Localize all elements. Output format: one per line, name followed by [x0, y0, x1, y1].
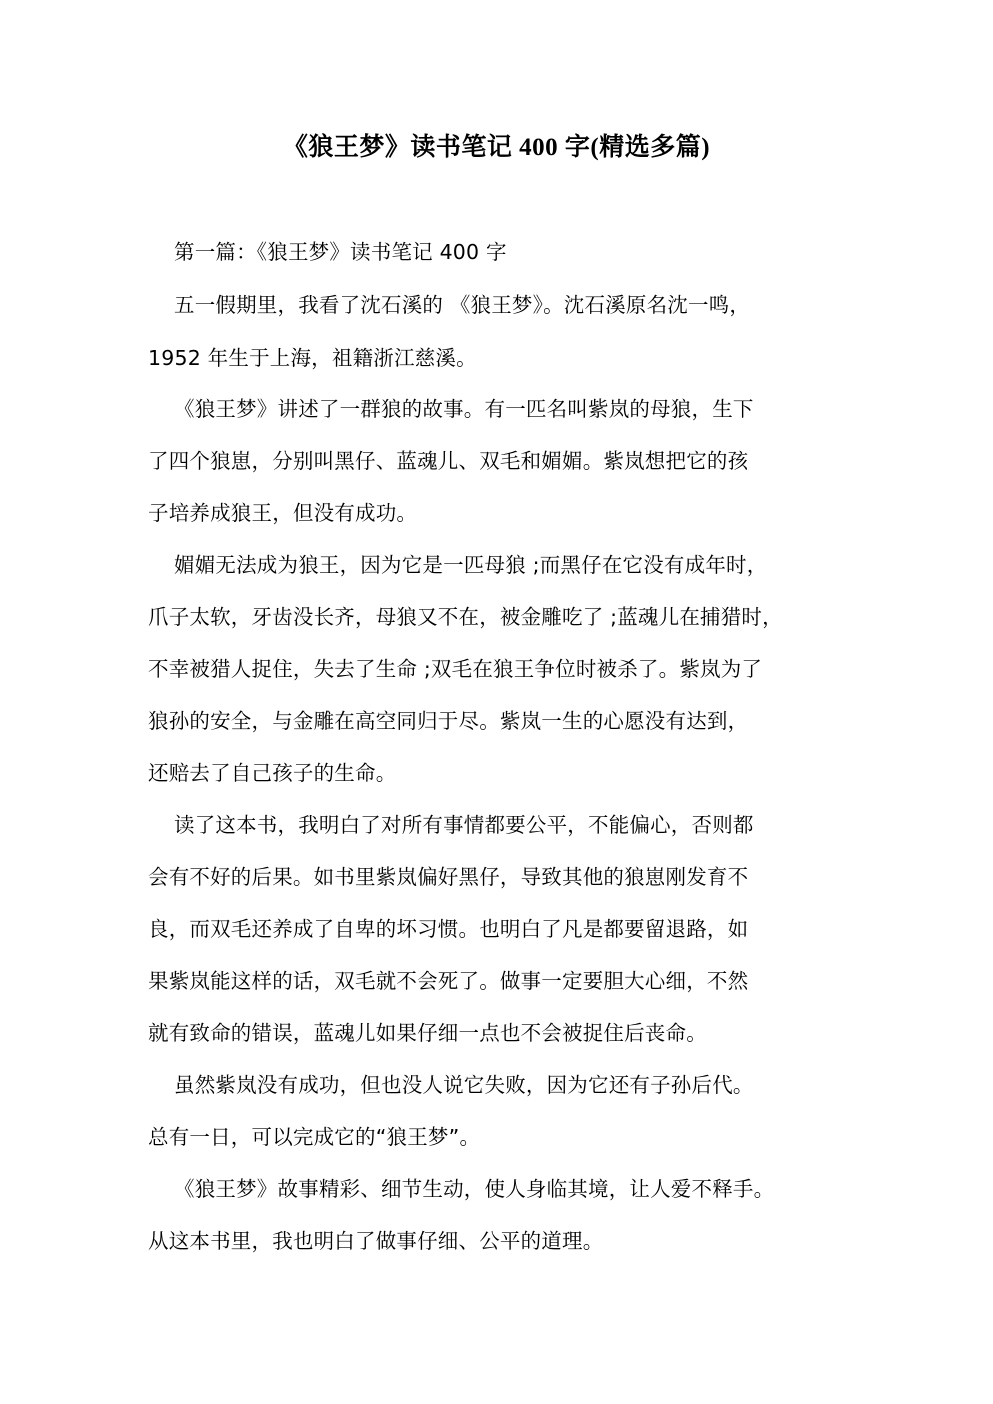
paragraph-line: 虽然紫岚没有成功，但也没人说它失败，因为它还有子孙后代。 [174, 1073, 754, 1097]
paragraph-line: 读了这本书，我明白了对所有事情都要公平，不能偏心，否则都 [174, 813, 754, 837]
paragraph-line: 《狼王梦》故事精彩、细节生动，使人身临其境，让人爱不释手。 [174, 1177, 775, 1201]
document-title: 《狼王梦》读书笔记 400 字(精选多篇) [282, 134, 711, 161]
paragraph-line: 子培养成狼王，但没有成功。 [148, 501, 418, 525]
paragraph-line: 媚媚无法成为狼王，因为它是一匹母狼 ;而黑仔在它没有成年时， [174, 553, 768, 577]
section-heading: 第一篇：《狼王梦》读书笔记 400 字 [174, 240, 507, 264]
paragraph-line: 总有一日，可以完成它的“狼王梦”。 [148, 1125, 481, 1149]
paragraph-line: 爪子太软，牙齿没长齐，母狼又不在，被金雕吃了 ;蓝魂儿在捕猎时， [148, 605, 783, 629]
paragraph-line: 了四个狼崽，分别叫黑仔、蓝魂儿、双毛和媚媚。紫岚想把它的孩 [148, 449, 749, 473]
paragraph-line: 还赔去了自己孩子的生命。 [148, 761, 397, 785]
paragraph-line: 不幸被猎人捉住，失去了生命 ;双毛在狼王争位时被杀了。紫岚为了 [148, 657, 763, 681]
paragraph-line: 狼孙的安全，与金雕在高空同归于尽。紫岚一生的心愿没有达到， [148, 709, 749, 733]
paragraph-line: 五一假期里，我看了沈石溪的 《狼王梦》。沈石溪原名沈一鸣， [174, 293, 751, 317]
paragraph-line: 会有不好的后果。如书里紫岚偏好黑仔，导致其他的狼崽刚发育不 [148, 865, 749, 889]
paragraph-line: 1952 年生于上海，祖籍浙江慈溪。 [148, 346, 477, 370]
paragraph-line: 良，而双毛还养成了自卑的坏习惯。也明白了凡是都要留退路，如 [148, 917, 749, 941]
paragraph-line: 《狼王梦》讲述了一群狼的故事。有一匹名叫紫岚的母狼，生下 [174, 397, 754, 421]
paragraph-line: 就有致命的错误，蓝魂儿如果仔细一点也不会被捉住后丧命。 [148, 1021, 707, 1045]
paragraph-line: 从这本书里，我也明白了做事仔细、公平的道理。 [148, 1229, 604, 1253]
paragraph-line: 果紫岚能这样的话，双毛就不会死了。做事一定要胆大心细，不然 [148, 969, 749, 993]
